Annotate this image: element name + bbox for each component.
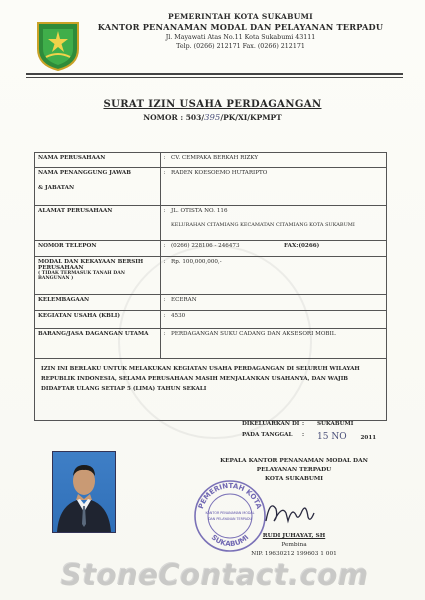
header-divider-thin	[26, 77, 403, 78]
issued-date-value	[317, 432, 376, 442]
phone-label: NOMOR TELEPON	[35, 241, 161, 257]
issued-at-label: DIKELUARKAN DI	[242, 421, 300, 427]
capital-label-line2: PERUSAHAAN	[38, 265, 84, 271]
signatory-title-1: KEPALA KANTOR PENANAMAN MODAL DAN	[220, 458, 368, 464]
stamp-inner-text-2: DAN PELAYANAN TERPADU	[208, 517, 252, 521]
issued-date-year: 2011	[360, 435, 377, 441]
table-row	[35, 359, 387, 421]
table-row	[35, 257, 387, 295]
table-row	[35, 329, 387, 359]
signatory-name: RUDI JUHAYAT, SH	[262, 533, 326, 539]
separator: :	[161, 295, 169, 311]
capital-note: ( TIDAK TERMASUK TANAH DAN BANGUNAN )	[38, 271, 125, 281]
capital-label-line1: MODAL DAN KEKAYAAN BERSIH	[38, 259, 144, 265]
pic-label-line2: & JABATAN	[38, 185, 75, 191]
address-line2: KELURAHAN CITAMIANG KECAMATAN CITAMIANG KOTA SUKABUMI	[171, 222, 355, 228]
signatory-rank: Pembina	[281, 542, 307, 548]
table-row	[35, 295, 387, 311]
table-row	[35, 153, 387, 168]
pic-label	[35, 168, 161, 206]
stamp-top-text: PEMERINTAH KOTA	[197, 481, 263, 510]
number-suffix: /PK/XI/KPMPT	[220, 113, 282, 122]
number-handwritten: 395	[204, 113, 221, 123]
separator: :	[161, 168, 169, 206]
pic-value: RADEN KOESOEMO HUTARIPTO	[168, 168, 387, 206]
handwritten-signature-icon	[262, 495, 316, 529]
address-line1: JL. OTISTA NO. 116	[171, 208, 228, 214]
header-government: PEMERINTAH KOTA SUKABUMI	[168, 12, 313, 21]
kbli-label: KEGIATAN USAHA (KBLI)	[35, 311, 161, 329]
validity-notice: IZIN INI BERLAKU UNTUK MELAKUKAN KEGIATAN USAHA PERDAGANGAN DI SELURUH WILAYAH REPUBLIK INDONESIA, SELAMA PERUSAHAAN MASIH MENJALANKAN USAHANYA, DAN WAJIB DIDAFTAR ULANG SETIAP 5 (LIMA) TAHUN SEKALI	[35, 359, 387, 421]
company-label: NAMA PERUSAHAAN	[35, 153, 161, 168]
separator: :	[161, 206, 169, 241]
separator: :	[161, 329, 169, 359]
issued-date-separator: :	[302, 432, 305, 438]
table-row	[35, 241, 387, 257]
signatory-title-2: PELAYANAN TERPADU	[256, 467, 332, 473]
person-portrait-icon	[53, 452, 115, 532]
separator: :	[161, 241, 169, 257]
site-watermark: StoneContact.com	[60, 557, 368, 591]
phone-value-cell	[168, 241, 387, 257]
signatory-title-3: KOTA SUKABUMI	[264, 476, 324, 482]
sukabumi-crest-icon	[34, 21, 82, 71]
institution-label: KELEMBAGAAN	[35, 295, 161, 311]
issued-at-separator: :	[302, 421, 305, 427]
issued-at-line	[242, 421, 354, 427]
signatory-nip: NIP. 19630212 199603 1 001	[251, 551, 337, 557]
capital-label	[35, 257, 161, 295]
document-title: SURAT IZIN USAHA PERDAGANGAN	[103, 99, 322, 110]
issued-date-line	[242, 432, 377, 442]
svg-text:PEMERINTAH KOTA	[197, 482, 263, 511]
separator: :	[161, 257, 169, 295]
stamp-bottom-text: SUKABUMI	[209, 533, 251, 549]
address-label: ALAMAT PERUSAHAAN	[35, 206, 161, 241]
separator: :	[161, 311, 169, 329]
pic-label-line1: NAMA PENANGGUNG JAWAB	[38, 170, 131, 176]
capital-value: Rp. 100,000,000,-	[168, 257, 387, 295]
issued-date-stamped: 15 NO	[317, 432, 347, 442]
number-prefix: NOMOR : 503/	[143, 113, 205, 122]
header-address: Jl. Mayawati Atas No.11 Kota Sukabumi 43111	[165, 34, 316, 41]
header-office: KANTOR PENANAMAN MODAL DAN PELAYANAN TERPADU	[97, 22, 384, 32]
separator: :	[161, 153, 169, 168]
fax-label: FAX:(0266)	[284, 243, 320, 249]
document-number	[0, 113, 425, 123]
kbli-value: 4530	[168, 311, 387, 329]
table-row	[35, 206, 387, 241]
holder-photo	[52, 451, 116, 533]
phone-value: (0266) 228106 - 246473	[171, 243, 240, 249]
stamp-inner-text-1: KANTOR PENANAMAN MODAL	[205, 511, 255, 515]
permit-details-table	[34, 152, 387, 421]
table-row	[35, 168, 387, 206]
table-row	[35, 311, 387, 329]
goods-value: PERDAGANGAN SUKU CADANG DAN AKSESORI MOBIL	[168, 329, 387, 359]
issued-date-label: PADA TANGGAL	[242, 432, 293, 438]
header-divider	[26, 73, 403, 75]
issued-at-value: SUKABUMI	[317, 421, 354, 427]
institution-value: ECERAN	[168, 295, 387, 311]
address-value	[168, 206, 387, 241]
header-contact: Telp. (0266) 212171 Fax. (0266) 212171	[176, 43, 305, 50]
company-value: CV. CEMPAKA BERKAH RIZKY	[168, 153, 387, 168]
goods-label: BARANG/JASA DAGANGAN UTAMA	[35, 329, 161, 359]
